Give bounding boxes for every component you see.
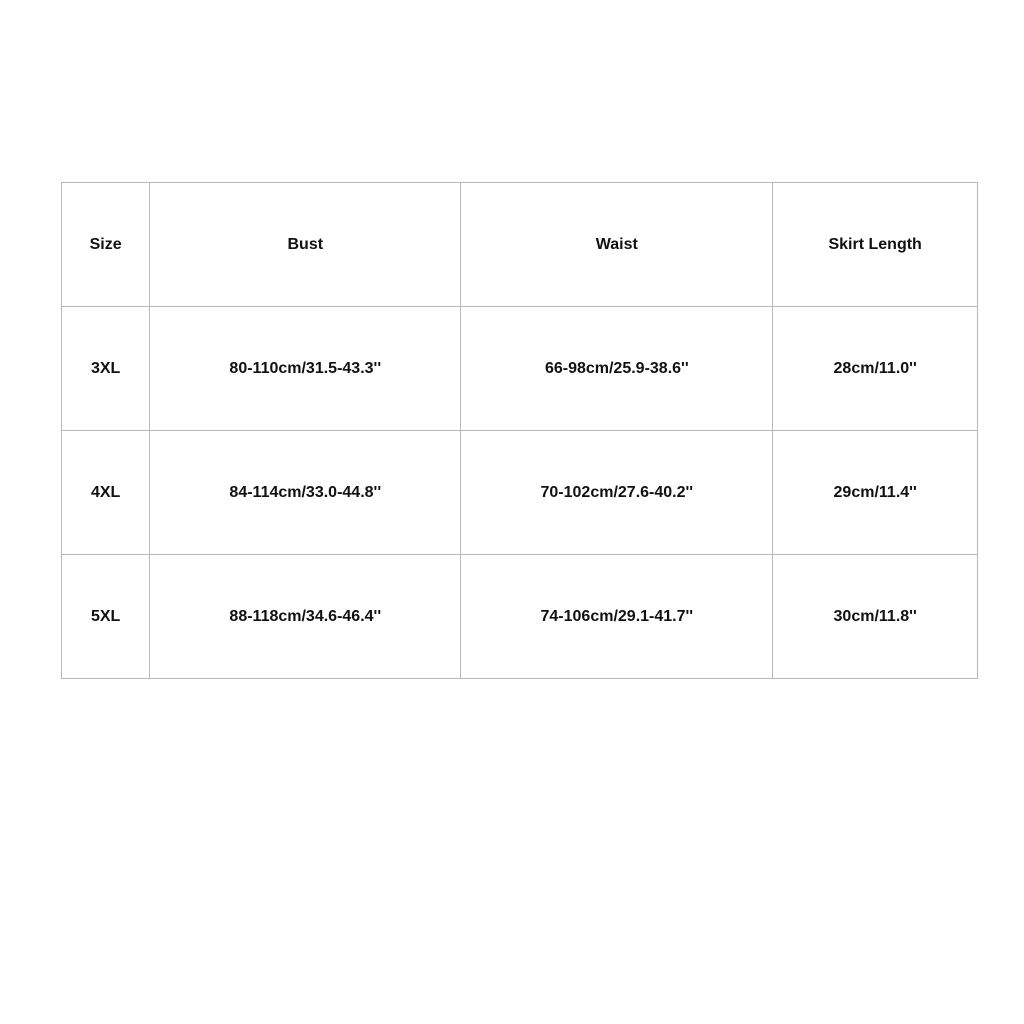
cell-skirt-length: 30cm/11.8'' xyxy=(773,555,978,679)
size-chart-table xyxy=(61,182,978,679)
table-row xyxy=(62,555,978,679)
header-bust: Bust xyxy=(150,183,461,307)
cell-size: 4XL xyxy=(62,431,150,555)
cell-waist: 74-106cm/29.1-41.7'' xyxy=(461,555,773,679)
table-header-row xyxy=(62,183,978,307)
cell-skirt-length: 28cm/11.0'' xyxy=(773,307,978,431)
cell-bust: 80-110cm/31.5-43.3'' xyxy=(150,307,461,431)
cell-waist: 70-102cm/27.6-40.2'' xyxy=(461,431,773,555)
table-row xyxy=(62,431,978,555)
header-waist: Waist xyxy=(461,183,773,307)
cell-waist: 66-98cm/25.9-38.6'' xyxy=(461,307,773,431)
table-row xyxy=(62,307,978,431)
cell-bust: 88-118cm/34.6-46.4'' xyxy=(150,555,461,679)
cell-size: 3XL xyxy=(62,307,150,431)
header-skirt-length: Skirt Length xyxy=(773,183,978,307)
cell-size: 5XL xyxy=(62,555,150,679)
cell-bust: 84-114cm/33.0-44.8'' xyxy=(150,431,461,555)
header-size: Size xyxy=(62,183,150,307)
cell-skirt-length: 29cm/11.4'' xyxy=(773,431,978,555)
